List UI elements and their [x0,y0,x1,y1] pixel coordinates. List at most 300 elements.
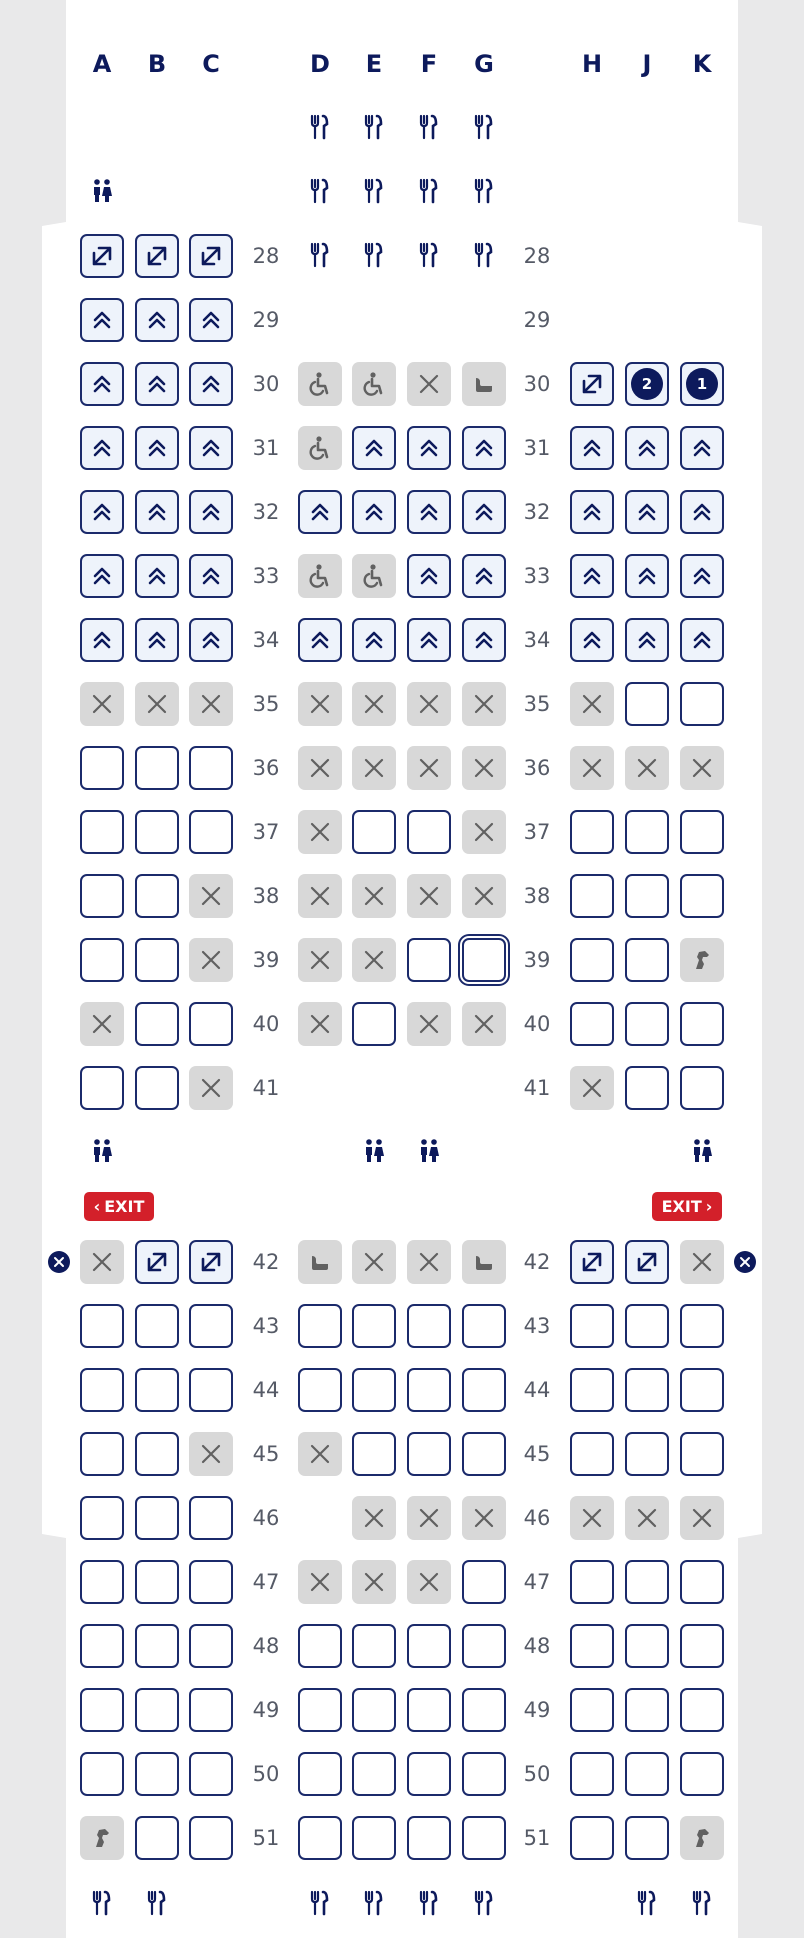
seat-31K[interactable] [680,426,724,470]
row-number-right-45: 45 [523,1442,551,1466]
seat-46A[interactable] [80,1496,124,1540]
seat-38H[interactable] [570,874,614,918]
seat-44E[interactable] [352,1368,396,1412]
x-mark-icon [362,1250,386,1274]
seat-49J[interactable] [625,1688,669,1732]
seat-39G[interactable] [462,938,506,982]
seat-43H[interactable] [570,1304,614,1348]
seat-28C[interactable] [189,234,233,278]
seat-49F[interactable] [407,1688,451,1732]
seat-38J[interactable] [625,874,669,918]
seat-33B[interactable] [135,554,179,598]
double-chevron-up-icon [580,436,604,460]
exit-right-badge [652,1192,722,1221]
seat-41A[interactable] [80,1066,124,1110]
seat-48F[interactable] [407,1624,451,1668]
seat-32C[interactable] [189,490,233,534]
seat-45G[interactable] [462,1432,506,1476]
seat-31A[interactable] [80,426,124,470]
seat-45K[interactable] [680,1432,724,1476]
double-chevron-up-icon [690,564,714,588]
row-number-right-28: 28 [523,244,551,268]
seat-34F[interactable] [407,618,451,662]
seat-28A[interactable] [80,234,124,278]
seat-30A[interactable] [80,362,124,406]
seat-45B[interactable] [135,1432,179,1476]
seat-30E [352,362,396,406]
row-number-right-32: 32 [523,500,551,524]
double-chevron-up-icon [308,628,332,652]
seat-31F[interactable] [407,426,451,470]
seat-51F[interactable] [407,1816,451,1860]
seat-50C[interactable] [189,1752,233,1796]
row-number-left-51: 51 [252,1826,280,1850]
seat-49C[interactable] [189,1688,233,1732]
double-chevron-up-icon [199,372,223,396]
seat-45D [298,1432,342,1476]
diagonal-arrow-icon [634,1249,660,1275]
row-number-left-28: 28 [252,244,280,268]
seat-32E[interactable] [352,490,396,534]
seat-43E[interactable] [352,1304,396,1348]
seat-32A[interactable] [80,490,124,534]
seat-30H[interactable] [570,362,614,406]
seat-47D [298,1560,342,1604]
seat-49H[interactable] [570,1688,614,1732]
seat-34K[interactable] [680,618,724,662]
seat-29A[interactable] [80,298,124,342]
seat-37A[interactable] [80,810,124,854]
seat-48B[interactable] [135,1624,179,1668]
seat-47K[interactable] [680,1560,724,1604]
seat-32J[interactable] [625,490,669,534]
seat-51H[interactable] [570,1816,614,1860]
seat-32B[interactable] [135,490,179,534]
x-mark-icon [417,756,441,780]
seat-33C[interactable] [189,554,233,598]
x-mark-icon [690,756,714,780]
fork-knife-icon [87,1888,117,1918]
fork-knife-icon [469,1888,499,1918]
seat-45H[interactable] [570,1432,614,1476]
seat-50A[interactable] [80,1752,124,1796]
seat-50D[interactable] [298,1752,342,1796]
fork-knife-icon [142,1888,172,1918]
row-number-right-48: 48 [523,1634,551,1658]
x-mark-icon [417,1250,441,1274]
x-mark-icon [308,820,332,844]
seat-39E [352,938,396,982]
seat-31G[interactable] [462,426,506,470]
seat-48G[interactable] [462,1624,506,1668]
double-chevron-up-icon [145,308,169,332]
row-number-left-47: 47 [252,1570,280,1594]
seat-44H[interactable] [570,1368,614,1412]
seat-36A[interactable] [80,746,124,790]
row-number-right-47: 47 [523,1570,551,1594]
seat-42H[interactable] [570,1240,614,1284]
seat-33H[interactable] [570,554,614,598]
double-chevron-up-icon [90,500,114,524]
seat-42J[interactable] [625,1240,669,1284]
double-chevron-up-icon [362,500,386,524]
seat-32G[interactable] [462,490,506,534]
row-number-left-30: 30 [252,372,280,396]
seat-47C[interactable] [189,1560,233,1604]
row-number-left-37: 37 [252,820,280,844]
row-number-right-39: 39 [523,948,551,972]
seat-41C [189,1066,233,1110]
double-chevron-up-icon [199,564,223,588]
seat-39D [298,938,342,982]
row-number-left-40: 40 [252,1012,280,1036]
seat-49A[interactable] [80,1688,124,1732]
seat-47J[interactable] [625,1560,669,1604]
x-mark-icon [199,948,223,972]
seat-34A[interactable] [80,618,124,662]
column-header-c: C [202,50,220,78]
bassinet-icon [308,1250,332,1274]
x-mark-icon [472,820,496,844]
seat-34G[interactable] [462,618,506,662]
fork-knife-icon [359,112,389,142]
seat-30F [407,362,451,406]
seat-47H[interactable] [570,1560,614,1604]
x-mark-icon [580,692,604,716]
diagonal-arrow-icon [579,371,605,397]
row-number-right-36: 36 [523,756,551,780]
seat-37H[interactable] [570,810,614,854]
double-chevron-up-icon [635,564,659,588]
x-mark-icon [417,1506,441,1530]
seat-49B[interactable] [135,1688,179,1732]
seat-30C[interactable] [189,362,233,406]
row-number-left-50: 50 [252,1762,280,1786]
seat-37G [462,810,506,854]
double-chevron-up-icon [145,628,169,652]
seat-30J-passenger[interactable] [625,362,669,406]
seat-44G[interactable] [462,1368,506,1412]
restroom-icon [87,176,117,206]
seat-41J[interactable] [625,1066,669,1110]
fork-knife-icon [359,1888,389,1918]
double-chevron-up-icon [472,436,496,460]
seat-42C[interactable] [189,1240,233,1284]
seat-43B[interactable] [135,1304,179,1348]
x-mark-icon [690,1250,714,1274]
x-mark-icon [199,692,223,716]
row-number-right-35: 35 [523,692,551,716]
seat-49G[interactable] [462,1688,506,1732]
seat-29B[interactable] [135,298,179,342]
double-chevron-up-icon [199,436,223,460]
seat-38B[interactable] [135,874,179,918]
x-mark-icon [308,884,332,908]
fork-knife-icon [359,176,389,206]
row-number-left-42: 42 [252,1250,280,1274]
x-mark-icon [199,884,223,908]
column-header-j: J [642,50,652,78]
seat-38A[interactable] [80,874,124,918]
double-chevron-up-icon [635,628,659,652]
seat-42E [352,1240,396,1284]
seat-31C[interactable] [189,426,233,470]
seat-43J[interactable] [625,1304,669,1348]
seat-47A[interactable] [80,1560,124,1604]
seat-48H[interactable] [570,1624,614,1668]
fork-knife-icon [469,240,499,270]
x-mark-icon [362,692,386,716]
seat-38E [352,874,396,918]
double-chevron-up-icon [690,436,714,460]
seat-48D[interactable] [298,1624,342,1668]
seat-43K[interactable] [680,1304,724,1348]
seat-49D[interactable] [298,1688,342,1732]
seat-31B[interactable] [135,426,179,470]
seat-51J[interactable] [625,1816,669,1860]
bassinet-icon [472,372,496,396]
x-mark-icon [580,1076,604,1100]
seat-37K[interactable] [680,810,724,854]
seat-42F [407,1240,451,1284]
row-number-right-31: 31 [523,436,551,460]
seat-45A[interactable] [80,1432,124,1476]
seat-44A[interactable] [80,1368,124,1412]
seat-48C[interactable] [189,1624,233,1668]
seat-46G [462,1496,506,1540]
double-chevron-up-icon [472,564,496,588]
x-mark-icon [308,692,332,716]
seat-34D[interactable] [298,618,342,662]
seat-31J[interactable] [625,426,669,470]
seat-33G[interactable] [462,554,506,598]
seat-35A [80,682,124,726]
seat-51B[interactable] [135,1816,179,1860]
seat-47B[interactable] [135,1560,179,1604]
seat-50G[interactable] [462,1752,506,1796]
seat-47G[interactable] [462,1560,506,1604]
fork-knife-icon [414,176,444,206]
seat-33F[interactable] [407,554,451,598]
fork-knife-icon [414,1888,444,1918]
seat-38D [298,874,342,918]
seat-32K[interactable] [680,490,724,534]
seat-45E[interactable] [352,1432,396,1476]
seat-35D [298,682,342,726]
x-mark-icon [417,884,441,908]
x-mark-icon [199,1442,223,1466]
seat-51G[interactable] [462,1816,506,1860]
seat-40E[interactable] [352,1002,396,1046]
row-number-left-32: 32 [252,500,280,524]
seat-39A[interactable] [80,938,124,982]
seat-48E[interactable] [352,1624,396,1668]
seat-40C[interactable] [189,1002,233,1046]
seat-50E[interactable] [352,1752,396,1796]
double-chevron-up-icon [417,436,441,460]
seat-40A [80,1002,124,1046]
seat-31H[interactable] [570,426,614,470]
column-header-a: A [92,50,112,78]
row-number-left-33: 33 [252,564,280,588]
seat-51D[interactable] [298,1816,342,1860]
double-chevron-up-icon [362,628,386,652]
seat-48K[interactable] [680,1624,724,1668]
restroom-icon [687,1136,717,1166]
seat-36C[interactable] [189,746,233,790]
seat-39F[interactable] [407,938,451,982]
seat-50J[interactable] [625,1752,669,1796]
row-number-left-35: 35 [252,692,280,716]
passenger-badge: 1 [686,368,718,400]
seat-37E[interactable] [352,810,396,854]
seat-51E[interactable] [352,1816,396,1860]
seat-34B[interactable] [135,618,179,662]
column-header-b: B [147,50,167,78]
seat-37B[interactable] [135,810,179,854]
x-mark-icon [308,948,332,972]
seat-43F[interactable] [407,1304,451,1348]
seat-36B[interactable] [135,746,179,790]
seat-43C[interactable] [189,1304,233,1348]
double-chevron-up-icon [635,500,659,524]
seat-31E[interactable] [352,426,396,470]
seat-39K [680,938,724,982]
fork-knife-icon [414,112,444,142]
chevron-left-icon: ‹ [93,1197,101,1216]
close-circle-icon [734,1251,756,1273]
seat-35J[interactable] [625,682,669,726]
seat-28B[interactable] [135,234,179,278]
row-number-left-29: 29 [252,308,280,332]
seat-44D[interactable] [298,1368,342,1412]
seat-44B[interactable] [135,1368,179,1412]
x-mark-icon [308,756,332,780]
seat-32F[interactable] [407,490,451,534]
seat-40J[interactable] [625,1002,669,1046]
seat-49E[interactable] [352,1688,396,1732]
seat-41K[interactable] [680,1066,724,1110]
row-number-right-37: 37 [523,820,551,844]
seat-38K[interactable] [680,874,724,918]
double-chevron-up-icon [417,564,441,588]
seat-33A[interactable] [80,554,124,598]
exit-left-label: EXIT [104,1197,145,1216]
seat-40K[interactable] [680,1002,724,1046]
wheelchair-icon [307,563,333,589]
seat-45C [189,1432,233,1476]
x-mark-icon [417,692,441,716]
row-number-left-49: 49 [252,1698,280,1722]
x-mark-icon [417,1012,441,1036]
row-number-right-43: 43 [523,1314,551,1338]
seat-40H[interactable] [570,1002,614,1046]
pet-icon [90,1826,114,1850]
seat-46B[interactable] [135,1496,179,1540]
fork-knife-icon [305,112,335,142]
seat-37F[interactable] [407,810,451,854]
seat-41B[interactable] [135,1066,179,1110]
wheelchair-icon [361,371,387,397]
x-mark-icon [308,1012,332,1036]
seat-38F [407,874,451,918]
seat-32H[interactable] [570,490,614,534]
seat-34J[interactable] [625,618,669,662]
seat-34E[interactable] [352,618,396,662]
seat-43G[interactable] [462,1304,506,1348]
seat-43D[interactable] [298,1304,342,1348]
seat-43A[interactable] [80,1304,124,1348]
x-mark-icon [90,1250,114,1274]
x-mark-icon [417,1570,441,1594]
seat-42B[interactable] [135,1240,179,1284]
row-number-right-29: 29 [523,308,551,332]
seat-30B[interactable] [135,362,179,406]
double-chevron-up-icon [308,500,332,524]
seat-37C[interactable] [189,810,233,854]
seat-33J[interactable] [625,554,669,598]
x-mark-icon [472,692,496,716]
seat-30K-passenger[interactable] [680,362,724,406]
double-chevron-up-icon [472,500,496,524]
seat-44K[interactable] [680,1368,724,1412]
x-mark-icon [690,1506,714,1530]
seat-44F[interactable] [407,1368,451,1412]
seat-44J[interactable] [625,1368,669,1412]
seat-49K[interactable] [680,1688,724,1732]
seat-45J[interactable] [625,1432,669,1476]
column-header-d: D [310,50,330,78]
diagonal-arrow-icon [144,1249,170,1275]
wheelchair-icon [361,563,387,589]
seat-51C[interactable] [189,1816,233,1860]
seat-39B[interactable] [135,938,179,982]
seat-50H[interactable] [570,1752,614,1796]
seat-34H[interactable] [570,618,614,662]
seat-45F[interactable] [407,1432,451,1476]
seat-38C [189,874,233,918]
x-mark-icon [362,1570,386,1594]
seat-40B[interactable] [135,1002,179,1046]
seat-50K[interactable] [680,1752,724,1796]
seat-46F [407,1496,451,1540]
seat-32D[interactable] [298,490,342,534]
seat-35K[interactable] [680,682,724,726]
seat-48J[interactable] [625,1624,669,1668]
seat-42A [80,1240,124,1284]
seat-48A[interactable] [80,1624,124,1668]
seat-39H[interactable] [570,938,614,982]
seat-42D [298,1240,342,1284]
seat-29C[interactable] [189,298,233,342]
seat-39J[interactable] [625,938,669,982]
seat-33K[interactable] [680,554,724,598]
row-number-right-41: 41 [523,1076,551,1100]
diagonal-arrow-icon [198,243,224,269]
seat-34C[interactable] [189,618,233,662]
seat-50F[interactable] [407,1752,451,1796]
double-chevron-up-icon [90,436,114,460]
seat-33D [298,554,342,598]
seat-44C[interactable] [189,1368,233,1412]
row-number-left-41: 41 [252,1076,280,1100]
seat-46C[interactable] [189,1496,233,1540]
seat-37J[interactable] [625,810,669,854]
seat-50B[interactable] [135,1752,179,1796]
seat-36E [352,746,396,790]
double-chevron-up-icon [90,372,114,396]
seat-46E [352,1496,396,1540]
